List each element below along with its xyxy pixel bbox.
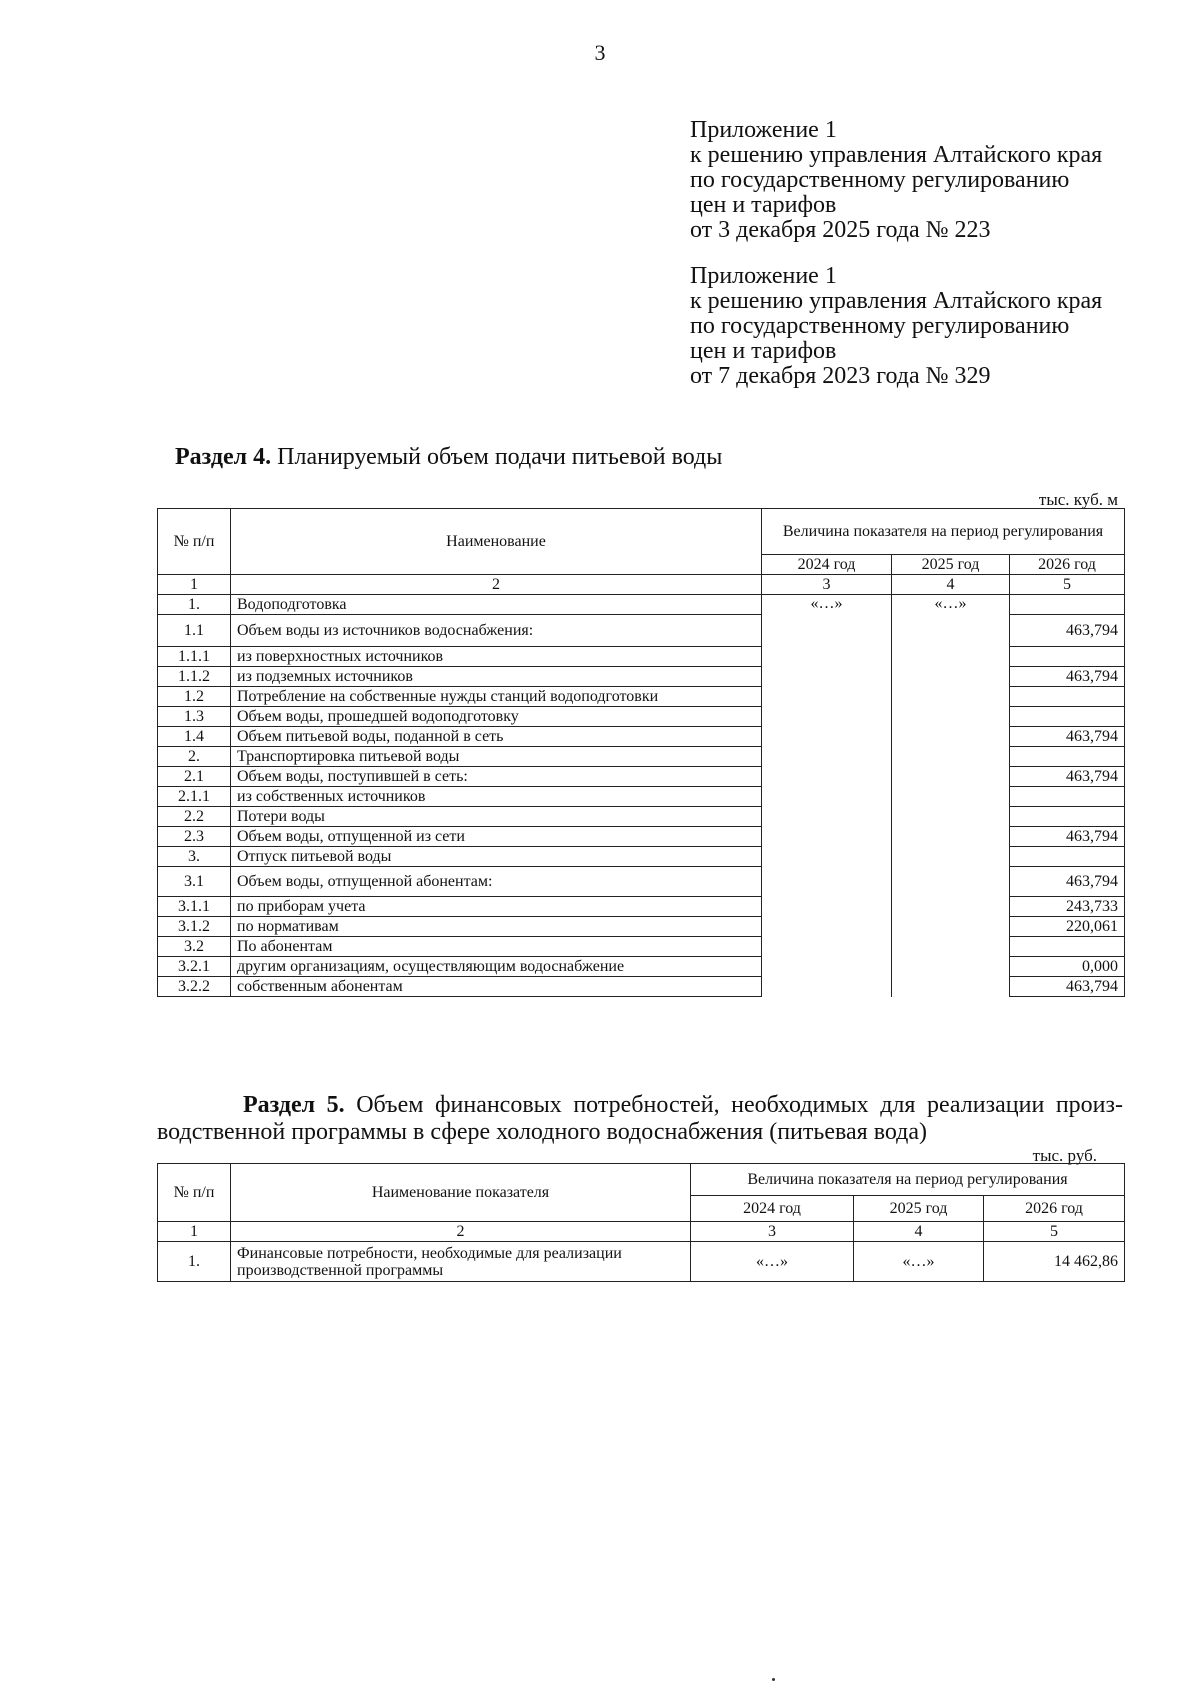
section5-unit: тыс. руб. (1032, 1146, 1097, 1165)
col-number: 1 (158, 1222, 231, 1242)
row-name: Объем воды, отпущенной абонентам: (231, 867, 762, 897)
col-number: 1 (158, 575, 231, 595)
row-value-2026 (1010, 937, 1125, 957)
row-value-2026: 463,794 (1010, 767, 1125, 787)
annex-line: по государственному регулированию (690, 167, 1070, 193)
row-name: По абонентам (231, 937, 762, 957)
annex-header-previous (690, 264, 1102, 389)
row-num: 2.3 (158, 827, 231, 847)
row-num: 3.1.1 (158, 897, 231, 917)
row-num: 3.2.1 (158, 957, 231, 977)
table-header-row (158, 1164, 1125, 1196)
annex-line: по государственному регулированию (690, 313, 1070, 339)
row-name: по приборам учета (231, 897, 762, 917)
header-year-2024: 2024 год (762, 555, 892, 575)
row-name: из подземных источников (231, 667, 762, 687)
section5-title-bold: Раздел 5. (243, 1092, 345, 1118)
annex-header-current (690, 118, 1102, 243)
section5-title-line1 (157, 1092, 1123, 1119)
annex-line: цен и тарифов (690, 192, 837, 218)
row-num: 2.1.1 (158, 787, 231, 807)
row-name: Потребление на собственные нужды станций водоподготовки (231, 687, 762, 707)
row-value-2025: «…» (854, 1242, 984, 1282)
col-number: 3 (691, 1222, 854, 1242)
page-number: 3 (594, 40, 606, 65)
row-name: собственным абонентам (231, 977, 762, 997)
col-number: 2 (231, 575, 762, 595)
row-value-2026: 243,733 (1010, 897, 1125, 917)
header-period: Величина показателя на период регулирования (762, 509, 1125, 555)
row-value-2026: 220,061 (1010, 917, 1125, 937)
header-year-2026: 2026 год (1010, 555, 1125, 575)
row-num: 2.2 (158, 807, 231, 827)
row-num: 1.3 (158, 707, 231, 727)
row-num: 1.2 (158, 687, 231, 707)
row-value-2026: 463,794 (1010, 615, 1125, 647)
annex-line: Приложение 1 (690, 117, 837, 143)
row-value-2026 (1010, 707, 1125, 727)
annex-line: от 3 декабря 2025 года № 223 (690, 217, 991, 243)
row-name: Объем воды, поступившей в сеть: (231, 767, 762, 787)
row-name: Водоподготовка (231, 595, 762, 615)
section5-title-line2: водственной программы в сфере холодного водоснабжения (питьевая вода) (157, 1119, 928, 1145)
row-num: 1. (158, 595, 231, 615)
section5-title (157, 1092, 1123, 1146)
row-name: Транспортировка питьевой воды (231, 747, 762, 767)
row-num: 1.1 (158, 615, 231, 647)
col-number: 4 (854, 1222, 984, 1242)
row-name: Объем питьевой воды, поданной в сеть (231, 727, 762, 747)
row-value-2026: 463,794 (1010, 827, 1125, 847)
row-value-2026 (1010, 647, 1125, 667)
row-num: 2. (158, 747, 231, 767)
col-number: 4 (892, 575, 1010, 595)
col-number: 2 (231, 1222, 691, 1242)
annex-line: к решению управления Алтайского края (690, 288, 1103, 314)
row-value-2026: 0,000 (1010, 957, 1125, 977)
column-numbers-row (158, 1222, 1125, 1242)
col-number: 5 (984, 1222, 1125, 1242)
col-number: 3 (762, 575, 892, 595)
row-name: Объем воды, прошедшей водоподготовку (231, 707, 762, 727)
row-value-2026: 14 462,86 (984, 1242, 1125, 1282)
table-header-row (158, 509, 1125, 555)
col-number: 5 (1010, 575, 1125, 595)
row-name: по нормативам (231, 917, 762, 937)
header-name: Наименование (231, 509, 762, 575)
row-num: 1.1.2 (158, 667, 231, 687)
header-name: Наименование показателя (231, 1164, 691, 1222)
row-value-2024: «…» (691, 1242, 854, 1282)
row-value-2026: 463,794 (1010, 727, 1125, 747)
row-num: 3.2.2 (158, 977, 231, 997)
row-value-2024: «…» (762, 595, 892, 997)
header-year-2026: 2026 год (984, 1196, 1125, 1222)
header-year-2024: 2024 год (691, 1196, 854, 1222)
annex-line: к решению управления Алтайского края (690, 142, 1103, 168)
row-name: Потери воды (231, 807, 762, 827)
row-value-2026: 463,794 (1010, 977, 1125, 997)
section4-title-bold: Раздел 4. (175, 444, 272, 470)
row-value-2026 (1010, 687, 1125, 707)
row-num: 3. (158, 847, 231, 867)
row-name: Объем воды из источников водоснабжения: (231, 615, 762, 647)
row-value-2026: 463,794 (1010, 867, 1125, 897)
row-value-2026: 463,794 (1010, 667, 1125, 687)
header-num: № п/п (158, 1164, 231, 1222)
column-numbers-row (158, 575, 1125, 595)
row-name: Отпуск питьевой воды (231, 847, 762, 867)
header-period: Величина показателя на период регулирования (691, 1164, 1125, 1196)
row-num: 1. (158, 1242, 231, 1282)
row-num: 1.1.1 (158, 647, 231, 667)
financial-needs-table (157, 1163, 1125, 1282)
header-year-2025: 2025 год (892, 555, 1010, 575)
row-name: из собственных источников (231, 787, 762, 807)
row-name: другим организациям, осуществляющим водоснабжение (231, 957, 762, 977)
header-year-2025: 2025 год (854, 1196, 984, 1222)
row-value-2026 (1010, 847, 1125, 867)
row-name: из поверхностных источников (231, 647, 762, 667)
row-num: 3.1.2 (158, 917, 231, 937)
row-value-2025: «…» (892, 595, 1010, 997)
water-volume-table (157, 508, 1125, 997)
row-value-2026 (1010, 747, 1125, 767)
row-value-2026 (1010, 595, 1125, 615)
section4-unit: тыс. куб. м (1038, 490, 1118, 509)
annex-line: Приложение 1 (690, 263, 837, 289)
annex-line: цен и тарифов (690, 338, 837, 364)
table-row (158, 595, 1125, 615)
stray-mark (772, 1678, 775, 1681)
row-num: 2.1 (158, 767, 231, 787)
section5-title-text: Объем финансовых потребностей, необходимых для реализации произ- (344, 1092, 1123, 1118)
row-num: 3.2 (158, 937, 231, 957)
row-num: 1.4 (158, 727, 231, 747)
row-num: 3.1 (158, 867, 231, 897)
row-value-2026 (1010, 787, 1125, 807)
row-name: Объем воды, отпущенной из сети (231, 827, 762, 847)
header-num: № п/п (158, 509, 231, 575)
row-value-2026 (1010, 807, 1125, 827)
section4-title-text: Планируемый объем подачи питьевой воды (271, 444, 723, 470)
section4-title (175, 444, 722, 471)
annex-line: от 7 декабря 2023 года № 329 (690, 363, 991, 389)
table-row (158, 1242, 1125, 1282)
row-name: Финансовые потребности, необходимые для реализации производственной программы (231, 1242, 691, 1282)
